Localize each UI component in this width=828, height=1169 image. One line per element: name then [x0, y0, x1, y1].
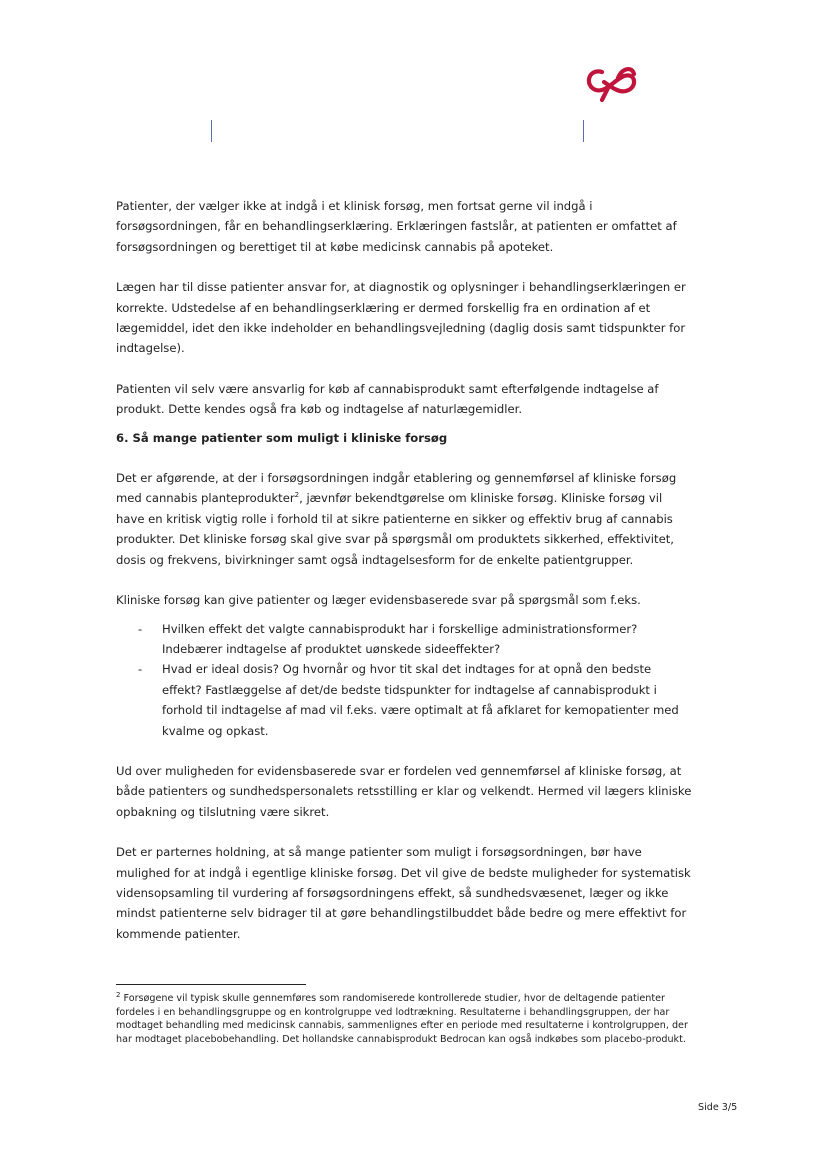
- footnote-text: Forsøgene vil typisk skulle gennemføres som randomiserede kontrollerede studier, hvor de deltagende patienter fordeles i en behandlingsgruppe og en kontrolgruppe ved lodtrækning. Resultaterne i behandlingsgruppen, der har modtaget behandling med medicinsk cannabis, sammenlignes efter en periode med resultaterne i kontrolgruppen, der har modtaget placebobehandling. Det hollandske cannabisprodukt Bedrocan kan også indkøbes som placebo-produkt.: [116, 993, 688, 1045]
- header-rule-right: [583, 120, 584, 142]
- list-item-text: Hvad er ideal dosis? Og hvornår og hvor tit skal det indtages for at opnå den bedste effekt? Fastlæggelse af det/de bedste tidspunkter for indtagelse af cannabisprodukt i forhold til indtagelse af mad vil f.eks. være optimalt at få afklaret for kemopatienter med kvalme og opkast.: [162, 662, 679, 738]
- paragraph-parternes-holdning: Det er parternes holdning, at så mange patienter som muligt i forsøgsordningen, bør have mulighed for at indgå i egentlige kliniske forsøg. Det vil give de bedste muligheder for systematisk vidensopsamling til vurdering af forsøgsordningens effekt, så sundhedsvæsenet, læger og ikke mindst patienterne selv bidrager til at gøre behandlingstilbuddet både bedre og mere effektivt for kommende patienter.: [116, 845, 691, 941]
- bullet-dash: -: [138, 621, 143, 636]
- footnote-marker: 2: [116, 990, 121, 999]
- section-heading: 6. Så mange patienter som muligt i kliniske forsøg: [116, 430, 448, 445]
- bullet-dash: -: [138, 662, 143, 677]
- footnote-reference: 2: [294, 491, 300, 500]
- paragraph-part: Det er afgørende, at der i forsøgsordningen indgår etablering og gennemførsel af kliniske forsøg med cannabis planteprodukter: [116, 471, 677, 506]
- paragraph-behandlingserklaering: Patienter, der vælger ikke at indgå i et klinisk forsøg, men fortsat gerne vil indgå i forsøgsordningen, får en behandlingserklæring. Erklæringen fastslår, at patienten er omfattet af forsøgsordningen og berettiget til at købe medicinsk cannabis på apoteket.: [116, 199, 677, 254]
- page-number: Side 3/5: [698, 1102, 738, 1113]
- footnote-divider: [116, 984, 306, 985]
- paragraph-fordele: Ud over muligheden for evidensbaserede svar er fordelen ved gennemførsel af kliniske forsøg, at både patienters og sundhedspersonalets retsstilling er klar og velkendt. Hermed vil lægers kliniske opbakning og tilslutning være sikret.: [116, 763, 692, 819]
- paragraph-evidens-intro: Kliniske forsøg kan give patienter og læger evidensbaserede svar på spørgsmål som f.eks.: [116, 593, 641, 608]
- paragraph-kliniske-forsoeg: [116, 468, 694, 570]
- list-item-text: Hvilken effekt det valgte cannabisprodukt har i forskellige administrationsformer? Indebærer indtagelse af produktet uønskede sideeffekter?: [162, 621, 638, 656]
- paragraph-part: , jævnfør bekendtgørelse om kliniske forsøg. Kliniske forsøg vil have en kritisk vigtig rolle i forhold til at sikre patienterne en sikker og effektiv brug af cannabis produkter. Det kliniske forsøg skal give svar på spørgsmål om produktets sikkerhed, effektivitet, dosis og frekvens, bivirkninger samt også indtagelsesform for de enkelte patientgrupper.: [116, 491, 674, 567]
- serpent-logo-icon: [580, 58, 640, 104]
- list-item: [116, 619, 694, 660]
- paragraph-laegens-ansvar: Lægen har til disse patienter ansvar for, at diagnostik og oplysninger i behandlingserklæringen er korrekte. Udstedelse af en behandlingserklæring er dermed forskellig fra en ordination af et lægemiddel, idet den ikke indeholder en behandlingsvejledning (daglig dosis samt tidspunkter for indtagelse).: [116, 280, 686, 356]
- header-rule-left: [211, 120, 212, 142]
- body-text: [116, 196, 694, 964]
- paragraph-patientens-ansvar: Patienten vil selv være ansvarlig for køb af cannabisprodukt samt efterfølgende indtagelse af produkt. Dette kendes også fra køb og indtagelse af naturlægemidler.: [116, 381, 659, 417]
- question-list: [116, 619, 694, 741]
- list-item: [116, 659, 694, 741]
- footnote: [116, 992, 694, 1046]
